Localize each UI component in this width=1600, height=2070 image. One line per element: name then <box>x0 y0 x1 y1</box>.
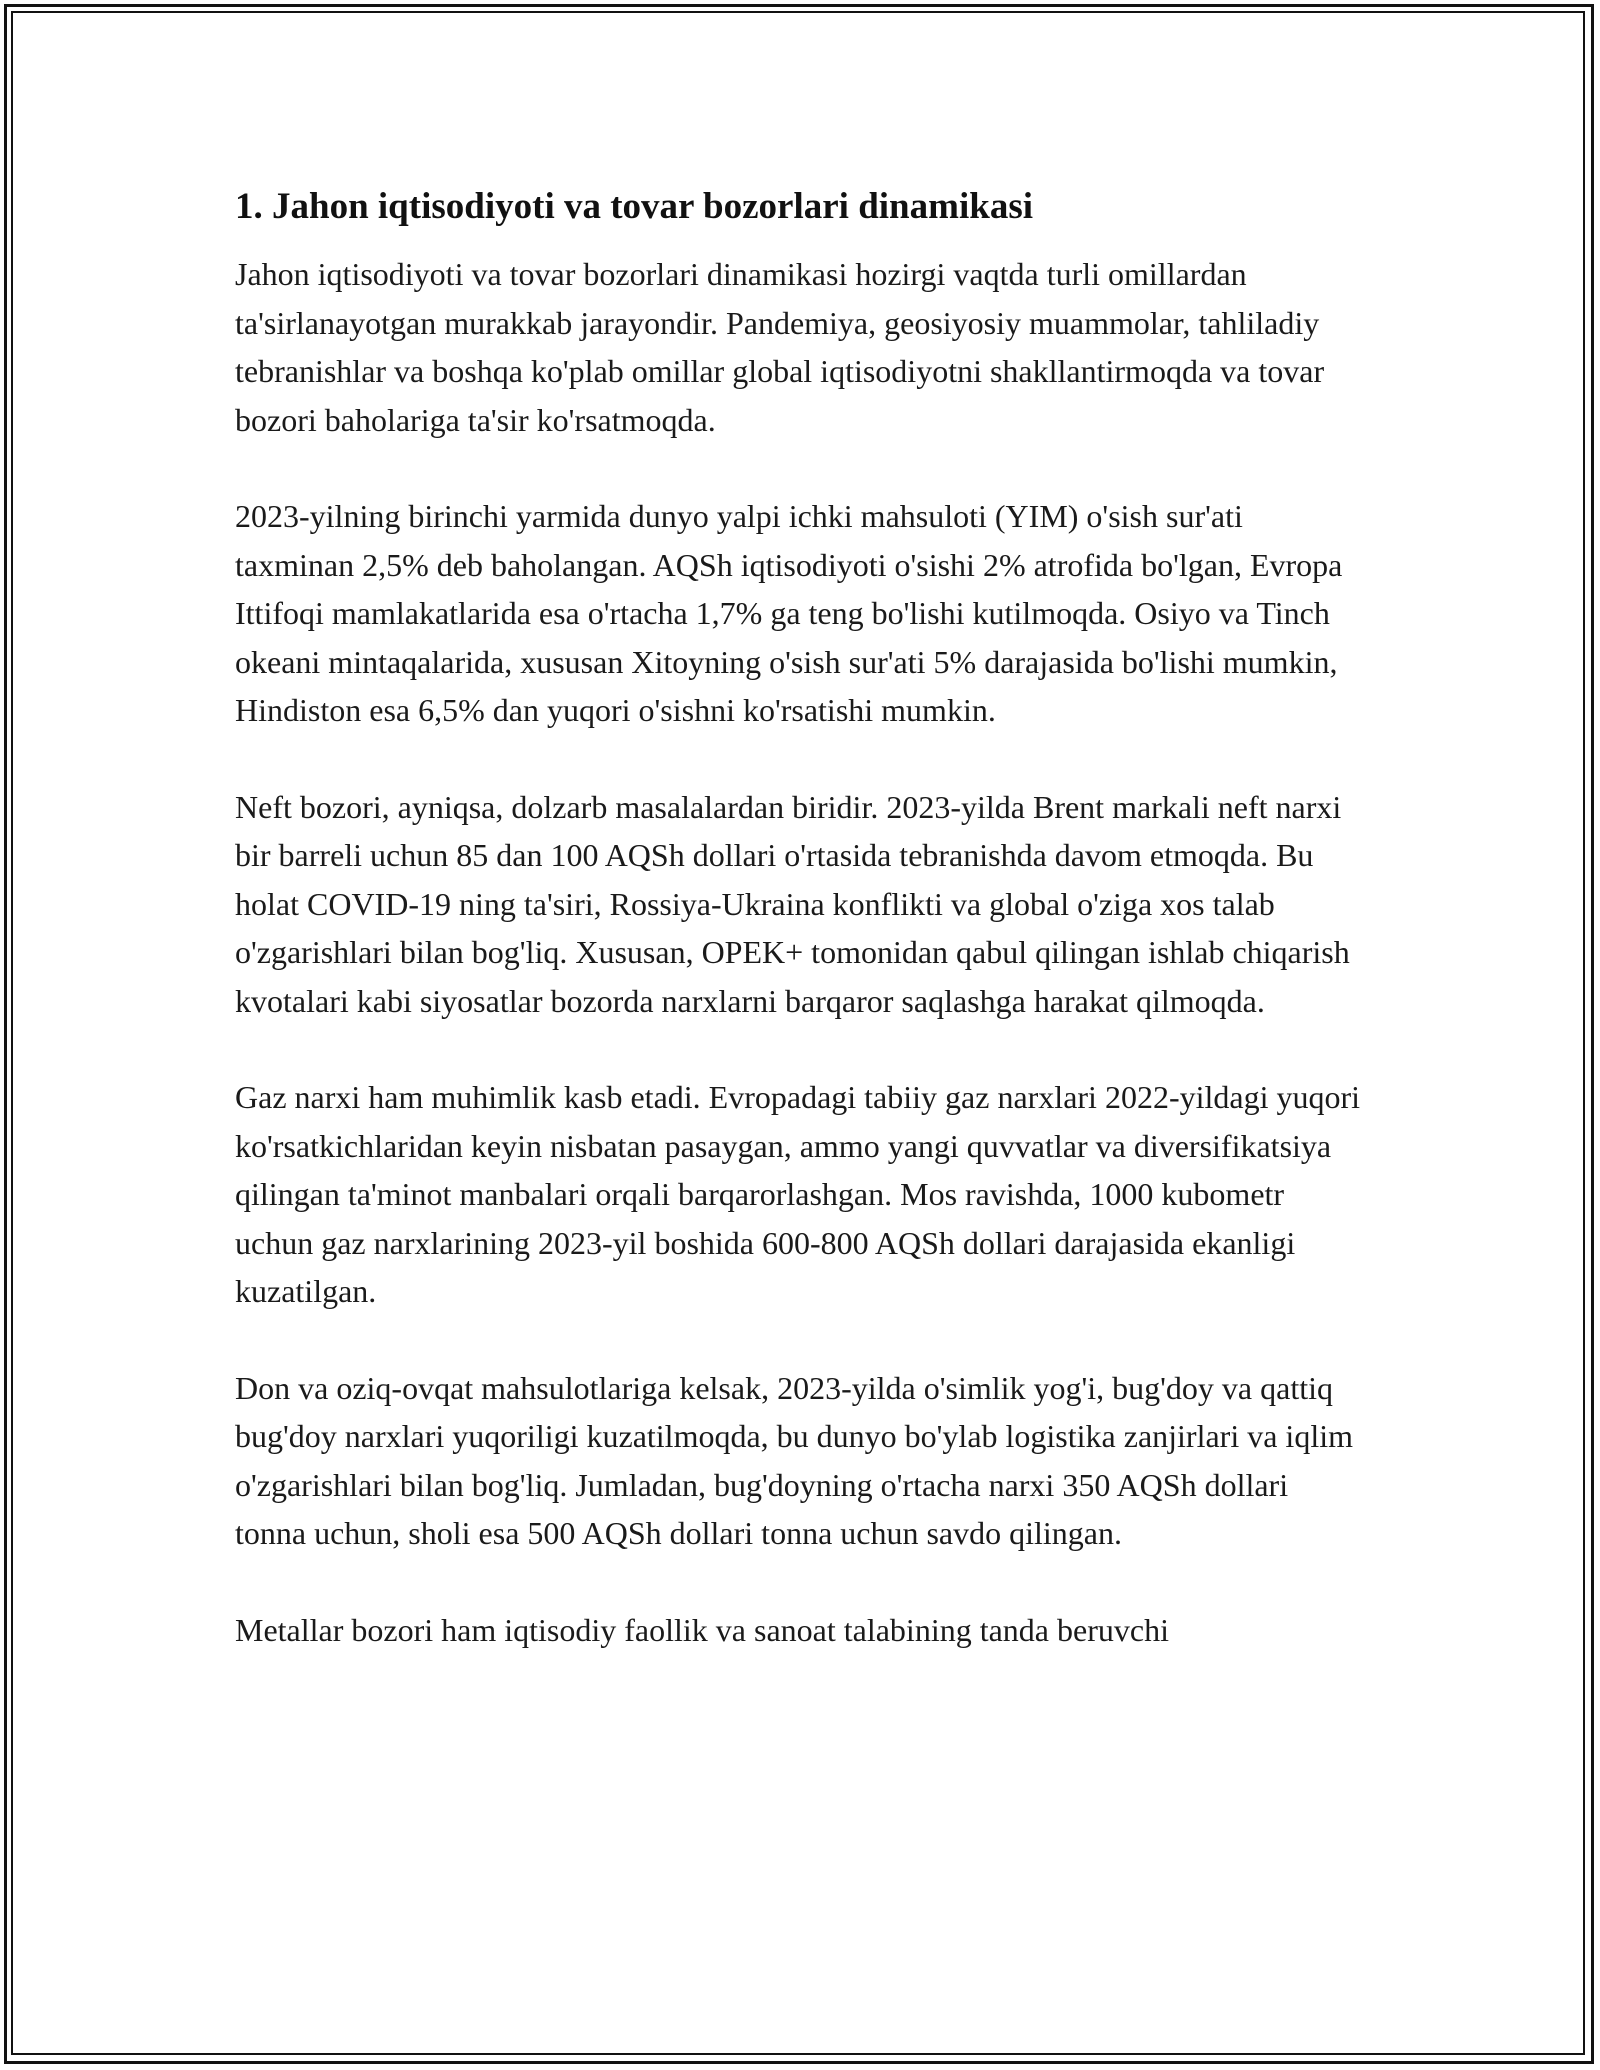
paragraph-gdp-growth: 2023-yilning birinchi yarmida dunyo yalpi ichki mahsuloti (YIM) o'sish sur'ati taxminan 2,5% deb baholangan. AQSh iqtisodiyoti o'sishi 2% atrofida bo'lgan, Evropa Ittifoqi mamlakatlarida esa o'rtacha 1,7% ga teng bo'lishi kutilmoqda. Osiyo va Tinch okeani mintaqalarida, xususan Xitoyning o'sish sur'ati 5% darajasida bo'lishi mumkin, Hindiston esa 6,5% dan yuqori o'sishni ko'rsatishi mumkin. <box>235 498 1343 728</box>
paragraph-intro: Jahon iqtisodiyoti va tovar bozorlari dinamikasi hozirgi vaqtda turli omillardan ta'sirlanayotgan murakkab jarayondir. Pandemiya, geosiyosiy muammolar, tahliladiy tebranishlar va boshqa ko'plab omillar global iqtisodiyotni shakllantirmoqda va tovar bozori baholariga ta'sir ko'rsatmoqda. <box>235 256 1325 438</box>
section-heading: 1. Jahon iqtisodiyoti va tovar bozorlari dinamikasi <box>235 186 1033 227</box>
paragraph-gas-prices: Gaz narxi ham muhimlik kasb etadi. Evropadagi tabiiy gaz narxlari 2022-yildagi yuqori ko'rsatkichlaridan keyin nisbatan pasaygan, ammo yangi quvvatlar va diversifikatsiya qilingan ta'minot manbalari orqali barqarorlashgan. Mos ravishda, 1000 kubometr uchun gaz narxlarining 2023-yil boshida 600-800 AQSh dollari darajasida ekanligi kuzatilgan. <box>235 1079 1361 1309</box>
paragraph-grain-food: Don va oziq-ovqat mahsulotlariga kelsak, 2023-yilda o'simlik yog'i, bug'doy va qattiq bug'doy narxlari yuqoriligi kuzatilmoqda, bu dunyo bo'ylab logistika zanjirlari va iqlim o'zgarishlari bilan bog'liq. Jumladan, bug'doyning o'rtacha narxi 350 AQSh dollari tonna uchun, sholi esa 500 AQSh dollari tonna uchun savdo qilingan. <box>235 1369 1353 1551</box>
paragraph-oil-market: Neft bozori, ayniqsa, dolzarb masalalardan biridir. 2023-yilda Brent markali neft narxi bir barreli uchun 85 dan 100 AQSh dollari o'rtasida tebranishda davom etmoqda. Bu holat COVID-19 ning ta'siri, Rossiya-Ukraina konflikti va global o'ziga xos talab o'zgarishlari bilan bog'liq. Xususan, OPEK+ tomonidan qabul qilingan ishlab chiqarish kvotalari kabi siyosatlar bozorda narxlarni barqaror saqlashga harakat qilmoqda. <box>235 788 1350 1019</box>
paragraph-metals-market: Metallar bozori ham iqtisodiy faollik va sanoat talabining tanda beruvchi <box>235 1611 1169 1648</box>
document-body <box>235 185 1365 1702</box>
